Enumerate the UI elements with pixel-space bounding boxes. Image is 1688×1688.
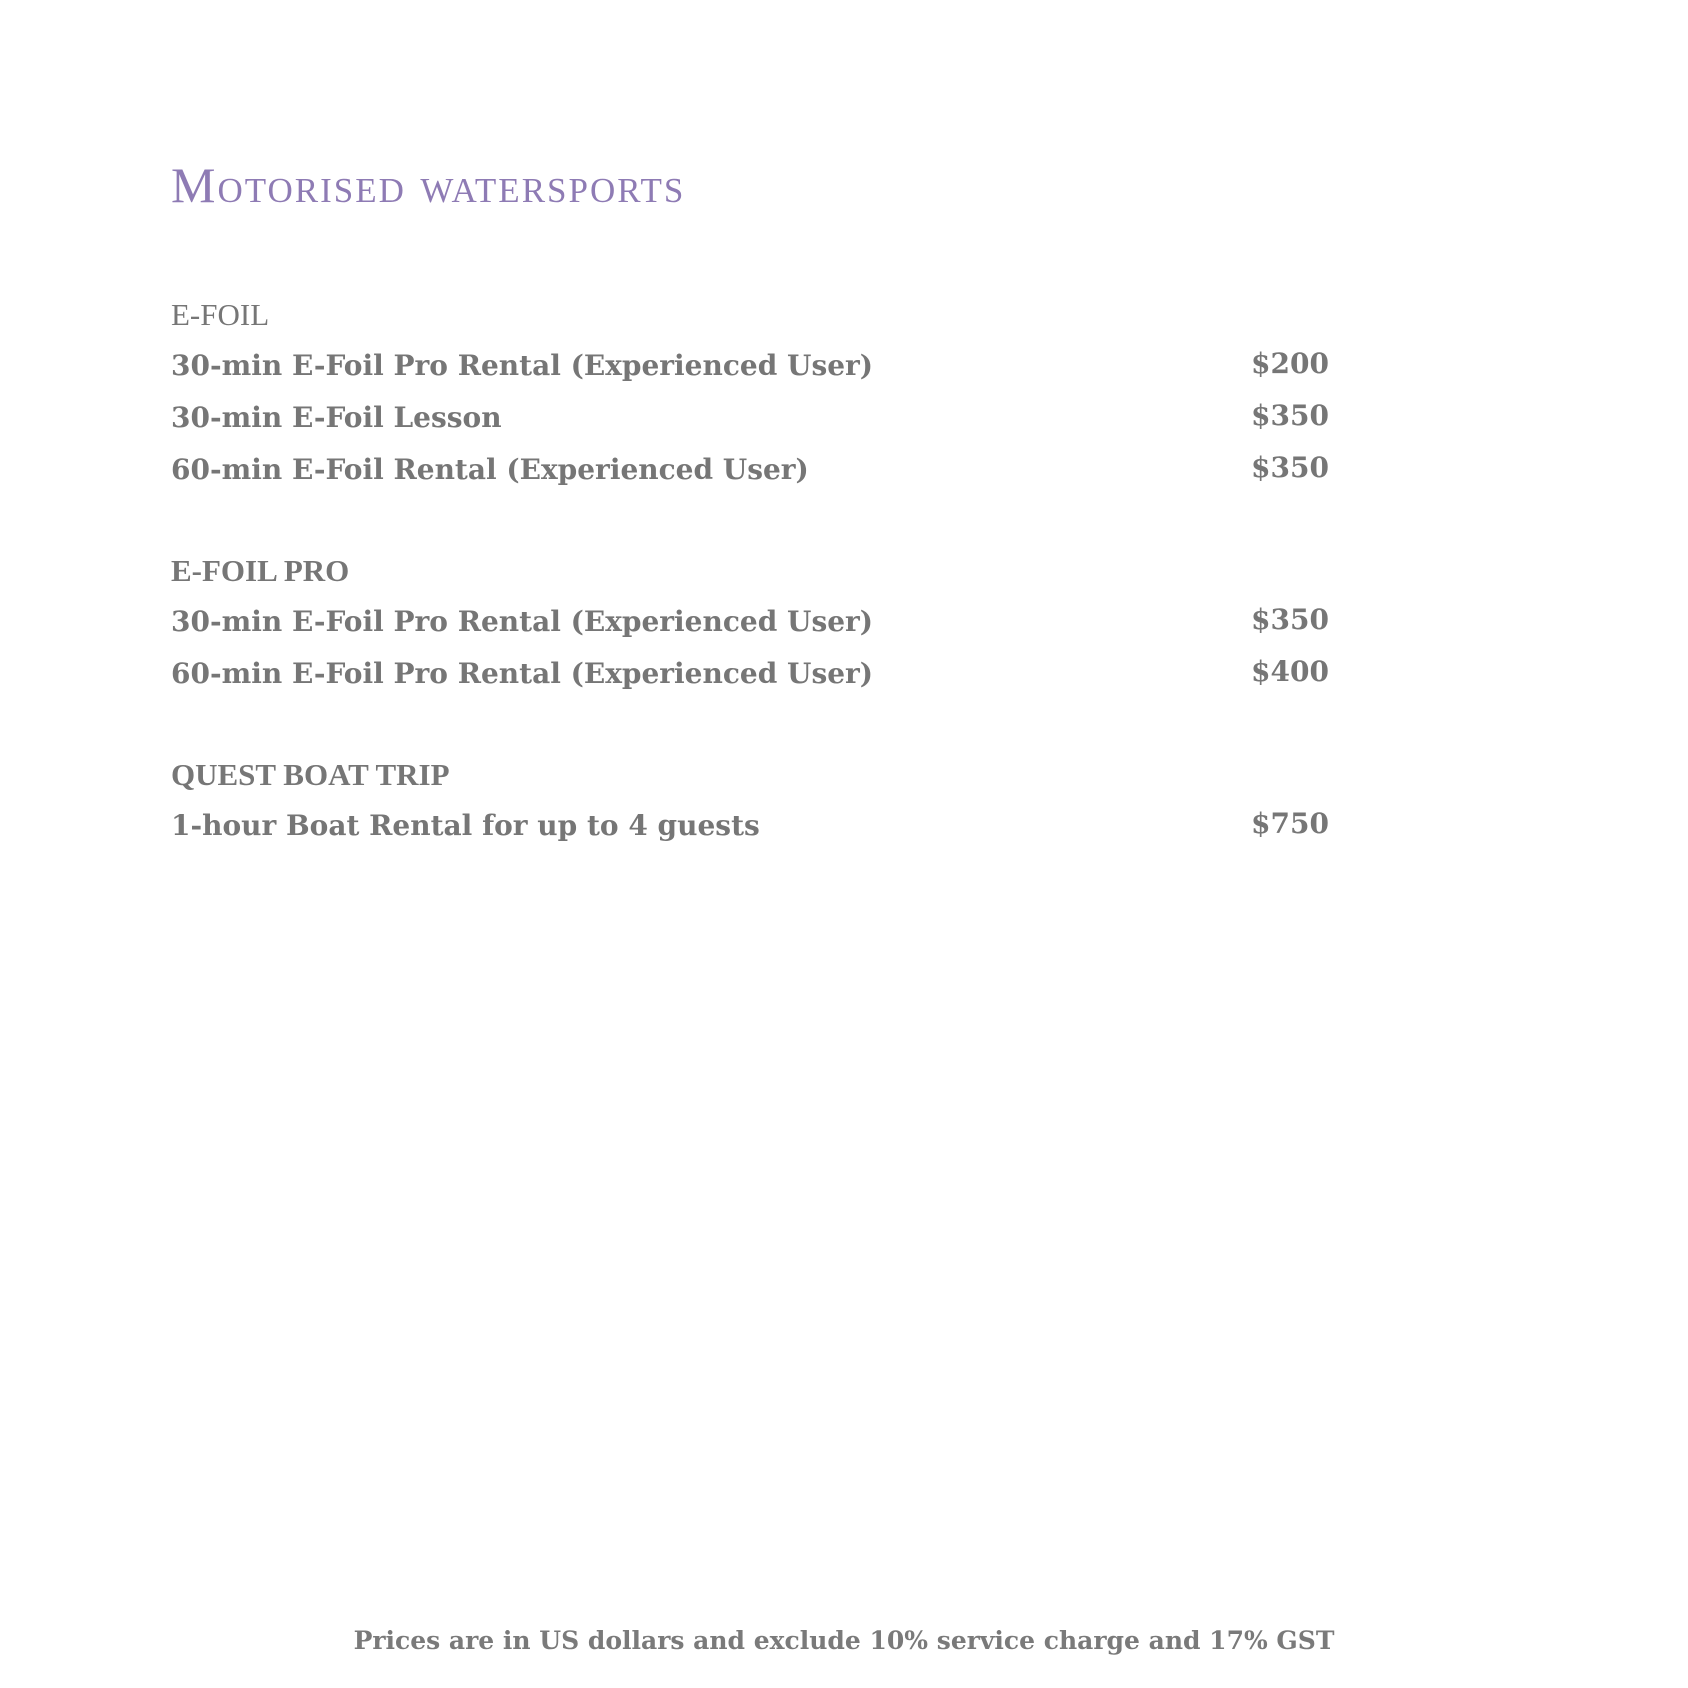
item-name: 30-min E-Foil Pro Rental (Experienced User): [171, 605, 874, 638]
page-title: Motorised watersports: [171, 157, 686, 213]
item-price: $350: [1251, 451, 1329, 484]
list-item: [171, 346, 1331, 398]
footer-note: Prices are in US dollars and exclude 10% service charge and 17% GST: [353, 1626, 1335, 1655]
item-price: $750: [1251, 807, 1329, 840]
item-name: 1-hour Boat Rental for up to 4 guests: [171, 809, 760, 842]
list-item: [171, 450, 1331, 502]
list-item: [171, 806, 1331, 858]
item-name: 30-min E-Foil Pro Rental (Experienced User): [171, 349, 874, 382]
item-price: $350: [1251, 399, 1329, 432]
section-quest-boat-trip: [171, 756, 1331, 858]
item-name: 60-min E-Foil Pro Rental (Experienced User): [171, 657, 874, 690]
section-heading: E-FOIL: [171, 297, 270, 332]
item-name: 60-min E-Foil Rental (Experienced User): [171, 453, 809, 486]
section-efoil-pro: [171, 552, 1331, 706]
item-price: $200: [1251, 347, 1329, 380]
section-heading: E-FOIL PRO: [171, 553, 350, 588]
list-item: [171, 654, 1331, 706]
list-item: [171, 602, 1331, 654]
section-efoil: [171, 296, 1331, 502]
section-heading: QUEST BOAT TRIP: [171, 757, 450, 792]
item-price: $400: [1251, 655, 1329, 688]
item-price: $350: [1251, 603, 1329, 636]
list-item: [171, 398, 1331, 450]
item-name: 30-min E-Foil Lesson: [171, 401, 502, 434]
price-list: [171, 296, 1331, 908]
